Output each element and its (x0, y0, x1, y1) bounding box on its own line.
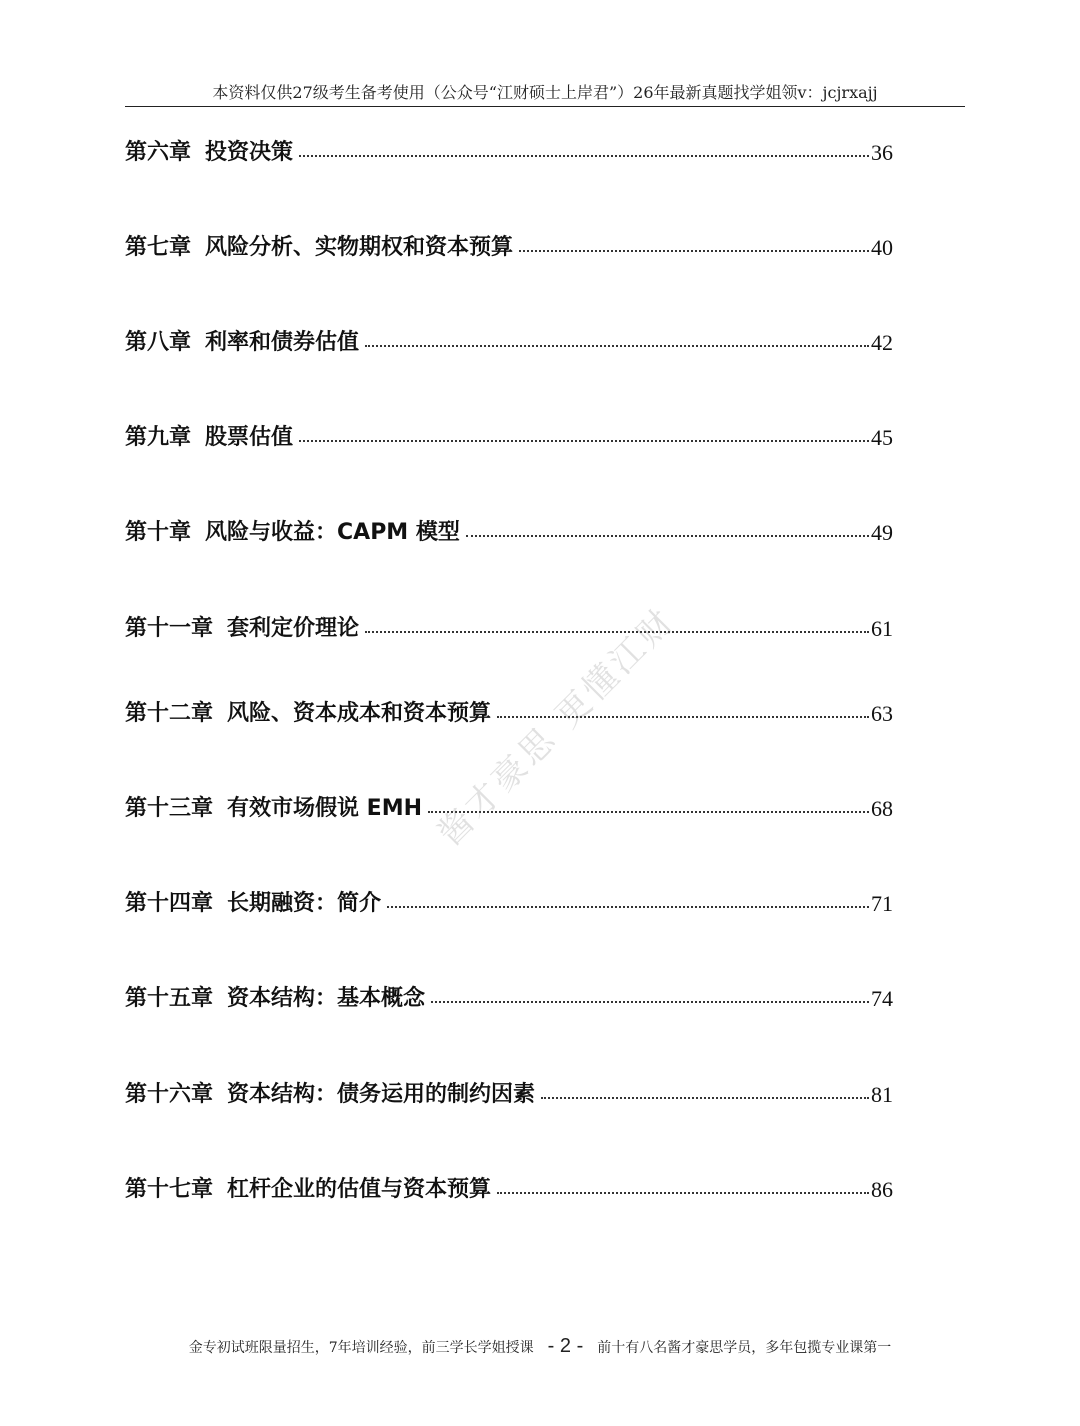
toc-page-number: 42 (871, 330, 893, 355)
toc-page-number: 40 (871, 235, 893, 260)
toc-entry-ch15[interactable] (125, 978, 893, 1012)
toc-chapter-title: 有效市场假说 EMH (227, 796, 423, 821)
toc-entry-ch16[interactable] (125, 1074, 893, 1108)
toc-page-number: 61 (871, 616, 893, 641)
footer-left-text: 金专初试班限量招生，7年培训经验，前三学长学姐授课 (188, 1340, 534, 1356)
header-divider (125, 106, 965, 107)
page-header: 本资料仅供27级考生备考使用（公众号“江财硕士上岸君”）26年最新真题找学姐领v：jcjrxajj (212, 83, 878, 102)
toc-entry-ch12[interactable] (125, 693, 893, 727)
toc-chapter-number: 第十一章 (125, 615, 214, 640)
toc-page-number: 49 (871, 520, 893, 545)
toc-entry-ch7[interactable] (125, 227, 893, 261)
toc-chapter-number: 第七章 (125, 234, 192, 259)
toc-leader-dots (497, 1192, 869, 1194)
toc-leader-dots (365, 345, 869, 347)
toc-entry-ch11[interactable] (125, 608, 893, 642)
toc-chapter-title: 风险分析、实物期权和资本预算 (205, 235, 514, 260)
toc-chapter-number: 第十三章 (125, 795, 214, 820)
toc-page-number: 71 (871, 891, 893, 916)
toc-chapter-number: 第十六章 (125, 1081, 214, 1106)
toc-page-number: 86 (871, 1177, 893, 1202)
toc-leader-dots (387, 906, 869, 908)
toc-chapter-number: 第十二章 (125, 700, 214, 725)
toc-page-number: 81 (871, 1082, 893, 1107)
toc-chapter-title: 资本结构：基本概念 (227, 986, 426, 1011)
toc-leader-dots (466, 535, 869, 537)
page-footer (0, 1335, 1080, 1358)
toc-chapter-number: 第六章 (125, 139, 192, 164)
toc-chapter-title: 杠杆企业的估值与资本预算 (227, 1177, 492, 1202)
toc-chapter-title: 风险与收益：CAPM 模型 (205, 520, 460, 545)
toc-chapter-title: 套利定价理论 (227, 616, 360, 641)
toc-leader-dots (299, 155, 869, 157)
toc-page-number: 45 (871, 425, 893, 450)
toc-chapter-title: 投资决策 (205, 140, 294, 165)
toc-page-number: 63 (871, 701, 893, 726)
toc-entry-ch10[interactable] (125, 512, 893, 546)
footer-page-number: - 2 - (547, 1335, 584, 1357)
toc-leader-dots (519, 250, 869, 252)
toc-page-number: 74 (871, 986, 893, 1011)
toc-entry-ch9[interactable] (125, 417, 893, 451)
toc-entry-ch8[interactable] (125, 322, 893, 356)
toc-leader-dots (541, 1097, 869, 1099)
toc-entry-ch17[interactable] (125, 1169, 893, 1203)
toc-chapter-title: 股票估值 (205, 425, 294, 450)
toc-chapter-title: 利率和债券估值 (205, 330, 360, 355)
toc-chapter-number: 第十章 (125, 519, 192, 544)
toc-leader-dots (299, 440, 869, 442)
toc-leader-dots (431, 1001, 869, 1003)
toc-chapter-title: 风险、资本成本和资本预算 (227, 701, 492, 726)
toc-chapter-title: 长期融资：简介 (227, 891, 382, 916)
toc-chapter-number: 第九章 (125, 424, 192, 449)
toc-chapter-number: 第八章 (125, 329, 192, 354)
toc-chapter-number: 第十五章 (125, 985, 214, 1010)
toc-chapter-number: 第十七章 (125, 1176, 214, 1201)
watermark: 酱才豪思 更懂江财 (430, 600, 684, 854)
toc-page-number: 36 (871, 140, 893, 165)
toc-entry-ch14[interactable] (125, 883, 893, 917)
footer-right-text: 前十有八名酱才豪思学员，多年包揽专业课第一 (597, 1340, 892, 1356)
toc-chapter-number: 第十四章 (125, 890, 214, 915)
toc-chapter-title: 资本结构：债务运用的制约因素 (227, 1082, 536, 1107)
toc-entry-ch6[interactable] (125, 132, 893, 166)
toc-page-number: 68 (871, 796, 893, 821)
